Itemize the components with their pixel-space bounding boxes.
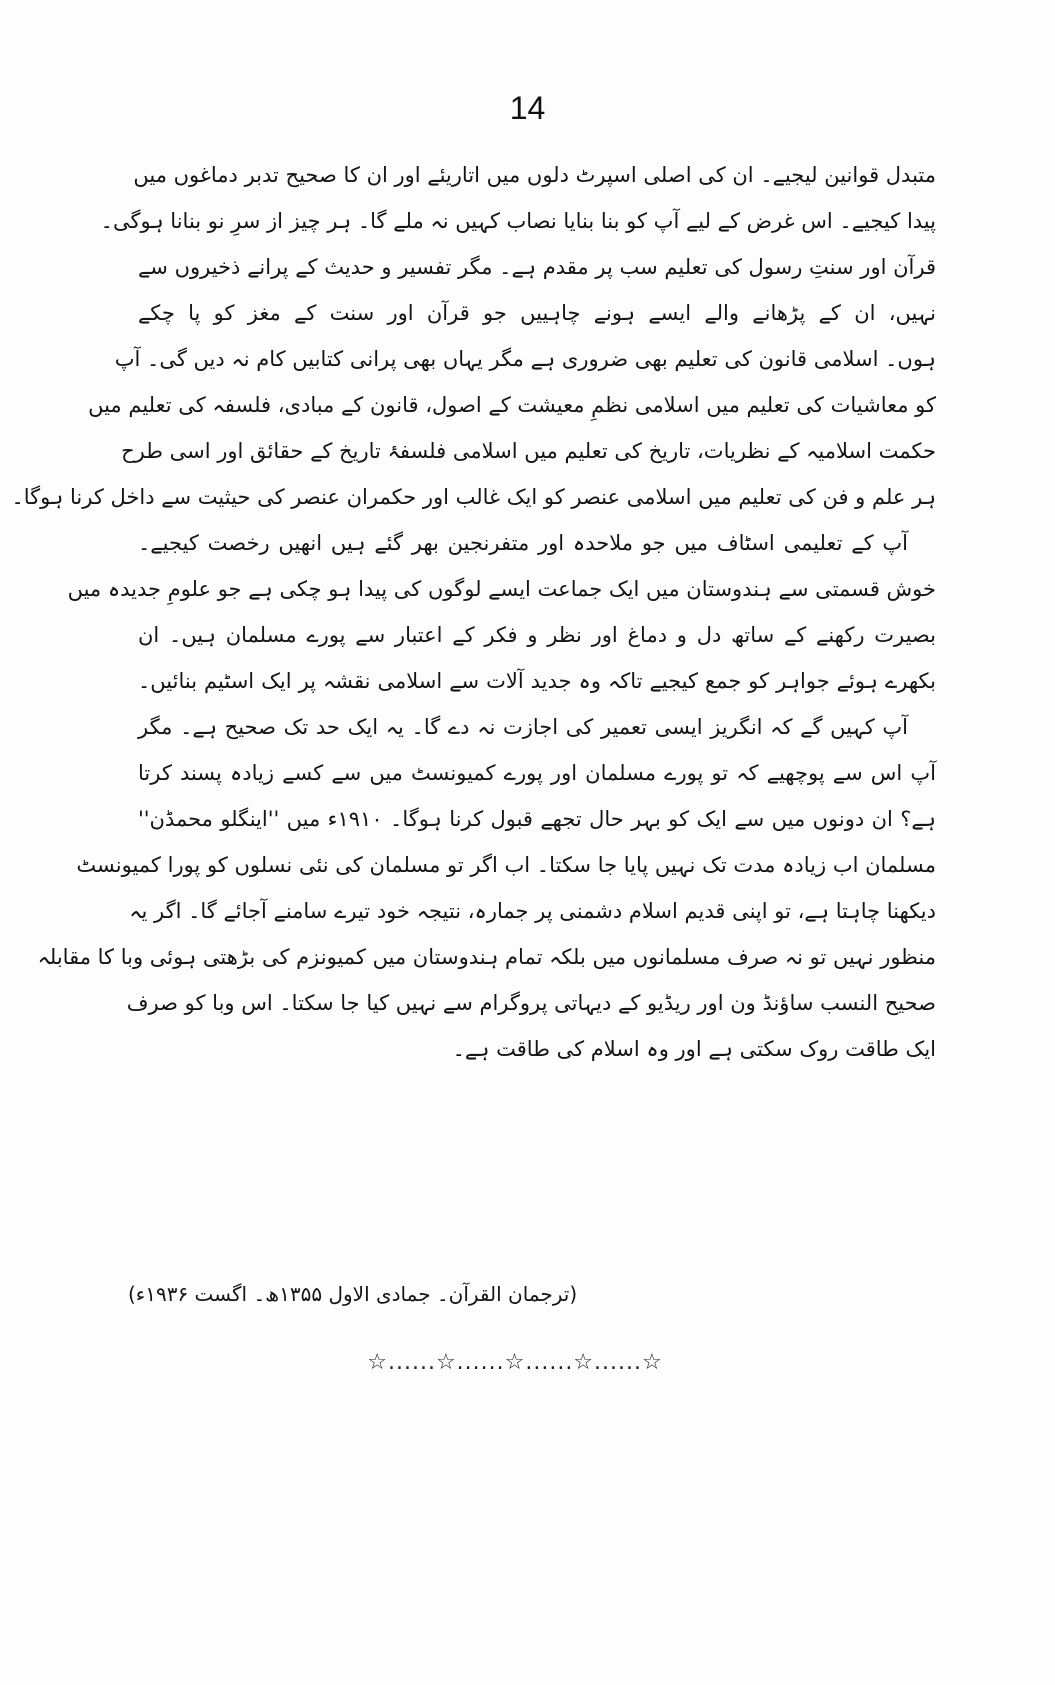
text-line: قرآن اور سنتِ رسول کی تعلیم سب پر مقدم ہے۔ مگر تفسیر و حدیث کے پرانے ذخیروں سے [138,255,936,279]
text-line: دیکھنا چاہتا ہے، تو اپنی قدیم اسلام دشمنی پر جمارہ، نتیجہ خود تیرے سامنے آجائے گا۔ اگر یہ [129,899,936,923]
text-line: کو معاشیات کی تعلیم میں اسلامی نظمِ معیشت کے اصول، قانون کے مبادی، فلسفہ کی تعلیم میں [88,393,936,417]
text-line: ہوں۔ اسلامی قانون کی تعلیم بھی ضروری ہے مگر یہاں بھی پرانی کتابیں کام نہ دیں گی۔ آپ [114,347,936,371]
text-line: متبدل قوانین لیجیے۔ ان کی اصلی اسپرٹ دلوں میں اتاریئے اور ان کا صحیح تدبر دماغوں میں [133,163,936,187]
text-line: حکمت اسلامیہ کے نظریات، تاریخ کی تعلیم میں اسلامی فلسفۂ تاریخ کے حقائق اور اسی طرح [121,439,936,463]
star-divider: ☆......☆......☆......☆......☆ [367,1350,663,1375]
text-line: مسلمان اب زیادہ مدت تک نہیں پایا جا سکتا۔ اب اگر تو مسلمان کی نئی نسلوں کو پورا کمیونسٹ [76,853,936,877]
text-line: آپ اس سے پوچھیے کہ تو پورے مسلمان اور پورے کمیونسٹ میں سے کسے زیادہ پسند کرتا [138,761,936,785]
text-line: آپ کہیں گے کہ انگریز ایسی تعمیر کی اجازت نہ دے گا۔ یہ ایک حد تک صحیح ہے۔ مگر [138,715,908,739]
text-line: صحیح النسب ساؤنڈ ون اور ریڈیو کے دیہاتی پروگرام سے نہیں کیا جا سکتا۔ اس وبا کو صرف [126,991,936,1015]
text-line: بکھرے ہوئے جواہر کو جمع کیجیے تاکہ وہ جدید آلات سے اسلامی نقشہ پر ایک اسٹیم بنائیں۔ [138,669,936,693]
citation: (ترجمان القرآن۔ جمادی الاول ۱۳۵۵ھ۔ اگست ۱۹۳۶ء) [128,1282,578,1306]
text-line: ہے؟ ان دونوں میں سے ایک کو بہر حال تجھے قبول کرنا ہوگا۔ ۱۹۱۰ء میں ''اینگلو محمڈن'' [138,807,936,831]
text-line: خوش قسمتی سے ہندوستان میں ایک جماعت ایسے لوگوں کی پیدا ہو چکی ہے جو علومِ جدیدہ میں [67,577,936,601]
body-text [11,152,936,1072]
page-number: 14 [509,90,546,126]
text-line: بصیرت رکھنے کے ساتھ دل و دماغ اور نظر و فکر کے اعتبار سے پورے مسلمان ہیں۔ ان [138,623,936,647]
text-line: نہیں، ان کے پڑھانے والے ایسے ہونے چاہییں جو قرآن اور سنت کے مغز کو پا چکے [138,301,936,325]
text-line: ایک طاقت روک سکتی ہے اور وہ اسلام کی طاقت ہے۔ [452,1037,936,1061]
text-line: پیدا کیجیے۔ اس غرض کے لیے آپ کو بنا بنایا نصاب کہیں نہ ملے گا۔ ہر چیز از سرِ نو بنانا ہوگی۔ [100,209,936,233]
text-line: ہر علم و فن کی تعلیم میں اسلامی عنصر کو ایک غالب اور حکمران عنصر کی حیثیت سے داخل کرنا ہوگا۔ [11,485,936,509]
text-line: آپ کے تعلیمی اسٹاف میں جو ملاحدہ اور متفرنجین بھر گئے ہیں انھیں رخصت کیجیے۔ [138,531,908,555]
text-line: منظور نہیں تو نہ صرف مسلمانوں میں بلکہ تمام ہندوستان میں کمیونزم کی بڑھتی ہوئی وبا کا مقابلہ [37,945,936,969]
